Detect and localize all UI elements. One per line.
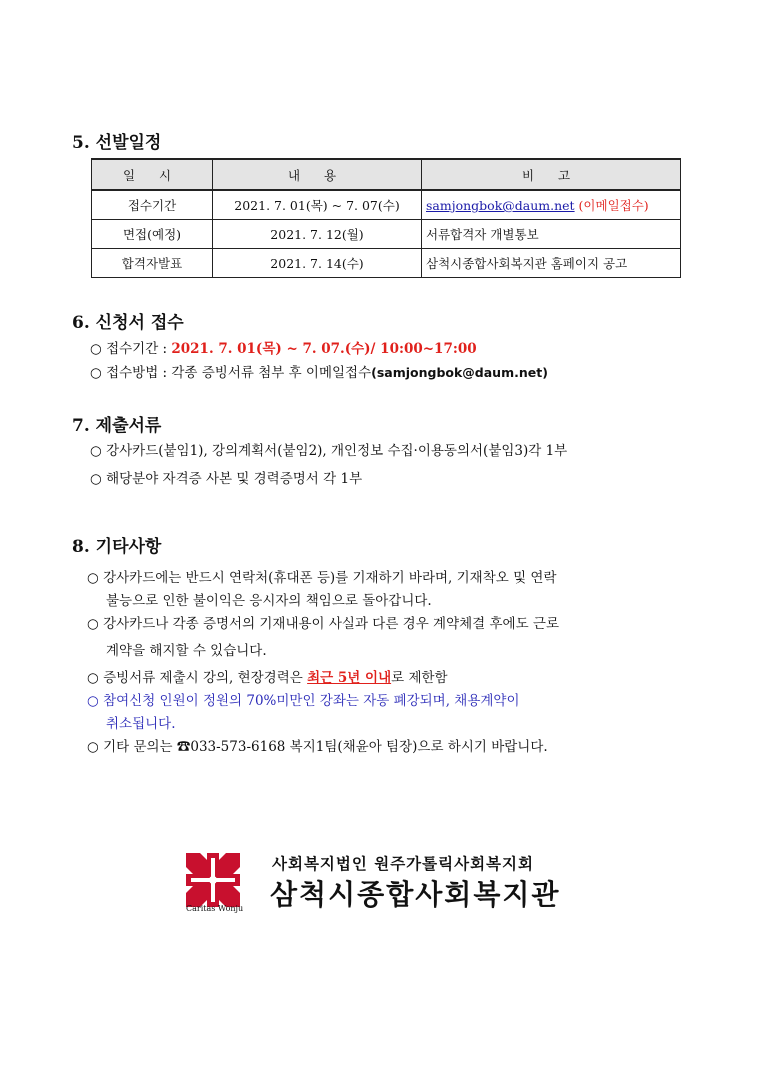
note-item-1b: 불능으로 인한 불이익은 응시자의 책임으로 돌아갑니다. [106, 593, 432, 609]
schedule-table [91, 158, 681, 278]
row-label: 접수기간 [92, 190, 213, 220]
table-row [92, 249, 681, 278]
row-content: 2021. 7. 01(목) ~ 7. 07(수) [213, 190, 422, 220]
row-note: 서류합격자 개별통보 [422, 220, 681, 249]
note-item-1a: ○ 강사카드에는 반드시 연락처(휴대폰 등)를 기재하기 바라며, 기재착오 및 연락 [87, 570, 557, 586]
section-7-title: 7. 제출서류 [72, 416, 162, 436]
row-label: 면접(예정) [92, 220, 213, 249]
note-item-5: ○ 기타 문의는 ☎033-573-6168 복지1팀(채윤아 팀장)으로 하시기 바랍니다. [87, 739, 548, 755]
row-note: 삼척시종합사회복지관 홈페이지 공고 [422, 249, 681, 278]
table-row [92, 220, 681, 249]
header-note: 비 고 [422, 159, 681, 190]
application-period [90, 337, 477, 357]
row-note [422, 190, 681, 220]
method-label: ○ 접수방법 : 각종 증빙서류 첨부 후 이메일접수 [90, 365, 372, 381]
header-date: 일 시 [92, 159, 213, 190]
email-link[interactable]: samjongbok@daum.net [426, 198, 575, 213]
note-3-prefix: ○ 증빙서류 제출시 강의, 현장경력은 [87, 670, 308, 686]
section-5-title: 5. 선발일정 [72, 133, 162, 153]
row-label: 합격자발표 [92, 249, 213, 278]
method-email: (samjongbok@daum.net) [371, 365, 548, 380]
note-3-highlight: 최근 5년 이내 [307, 670, 392, 686]
caritas-logo-icon [186, 853, 240, 907]
header-content: 내 용 [213, 159, 422, 190]
note-item-4b: 취소됩니다. [106, 716, 176, 732]
document-item: ○ 해당분야 자격증 사본 및 경력증명서 각 1부 [90, 471, 363, 487]
note-item-2b: 계약을 해지할 수 있습니다. [106, 643, 267, 659]
section-6-title: 6. 신청서 접수 [72, 313, 184, 333]
logo-caption: Caritas Wonju [186, 904, 244, 913]
section-8-title: 8. 기타사항 [72, 537, 162, 557]
note-item-2a: ○ 강사카드나 각종 증명서의 기재내용이 사실과 다른 경우 계약체결 후에도 근로 [87, 616, 560, 632]
application-method [90, 361, 548, 381]
table-row [92, 190, 681, 220]
document-item: ○ 강사카드(붙임1), 강의계획서(붙임2), 개인정보 수집·이용동의서(붙임3)각 1부 [90, 443, 568, 459]
period-value: 2021. 7. 01(목) ~ 7. 07.(수)/ 10:00~17:00 [171, 341, 477, 357]
period-label: ○ 접수기간 : [90, 341, 172, 357]
row-content: 2021. 7. 12(월) [213, 220, 422, 249]
org-parent-name: 사회복지법인 원주가톨릭사회복지회 [272, 855, 534, 873]
email-note: (이메일접수) [574, 198, 649, 213]
table-header-row [92, 159, 681, 190]
note-item-3 [87, 666, 448, 686]
org-name: 삼척시종합사회복지관 [270, 878, 561, 911]
note-item-4a: ○ 참여신청 인원이 정원의 70%미만인 강좌는 자동 폐강되며, 채용계약이 [87, 693, 520, 709]
row-content: 2021. 7. 14(수) [213, 249, 422, 278]
note-3-suffix: 로 제한함 [391, 670, 448, 686]
